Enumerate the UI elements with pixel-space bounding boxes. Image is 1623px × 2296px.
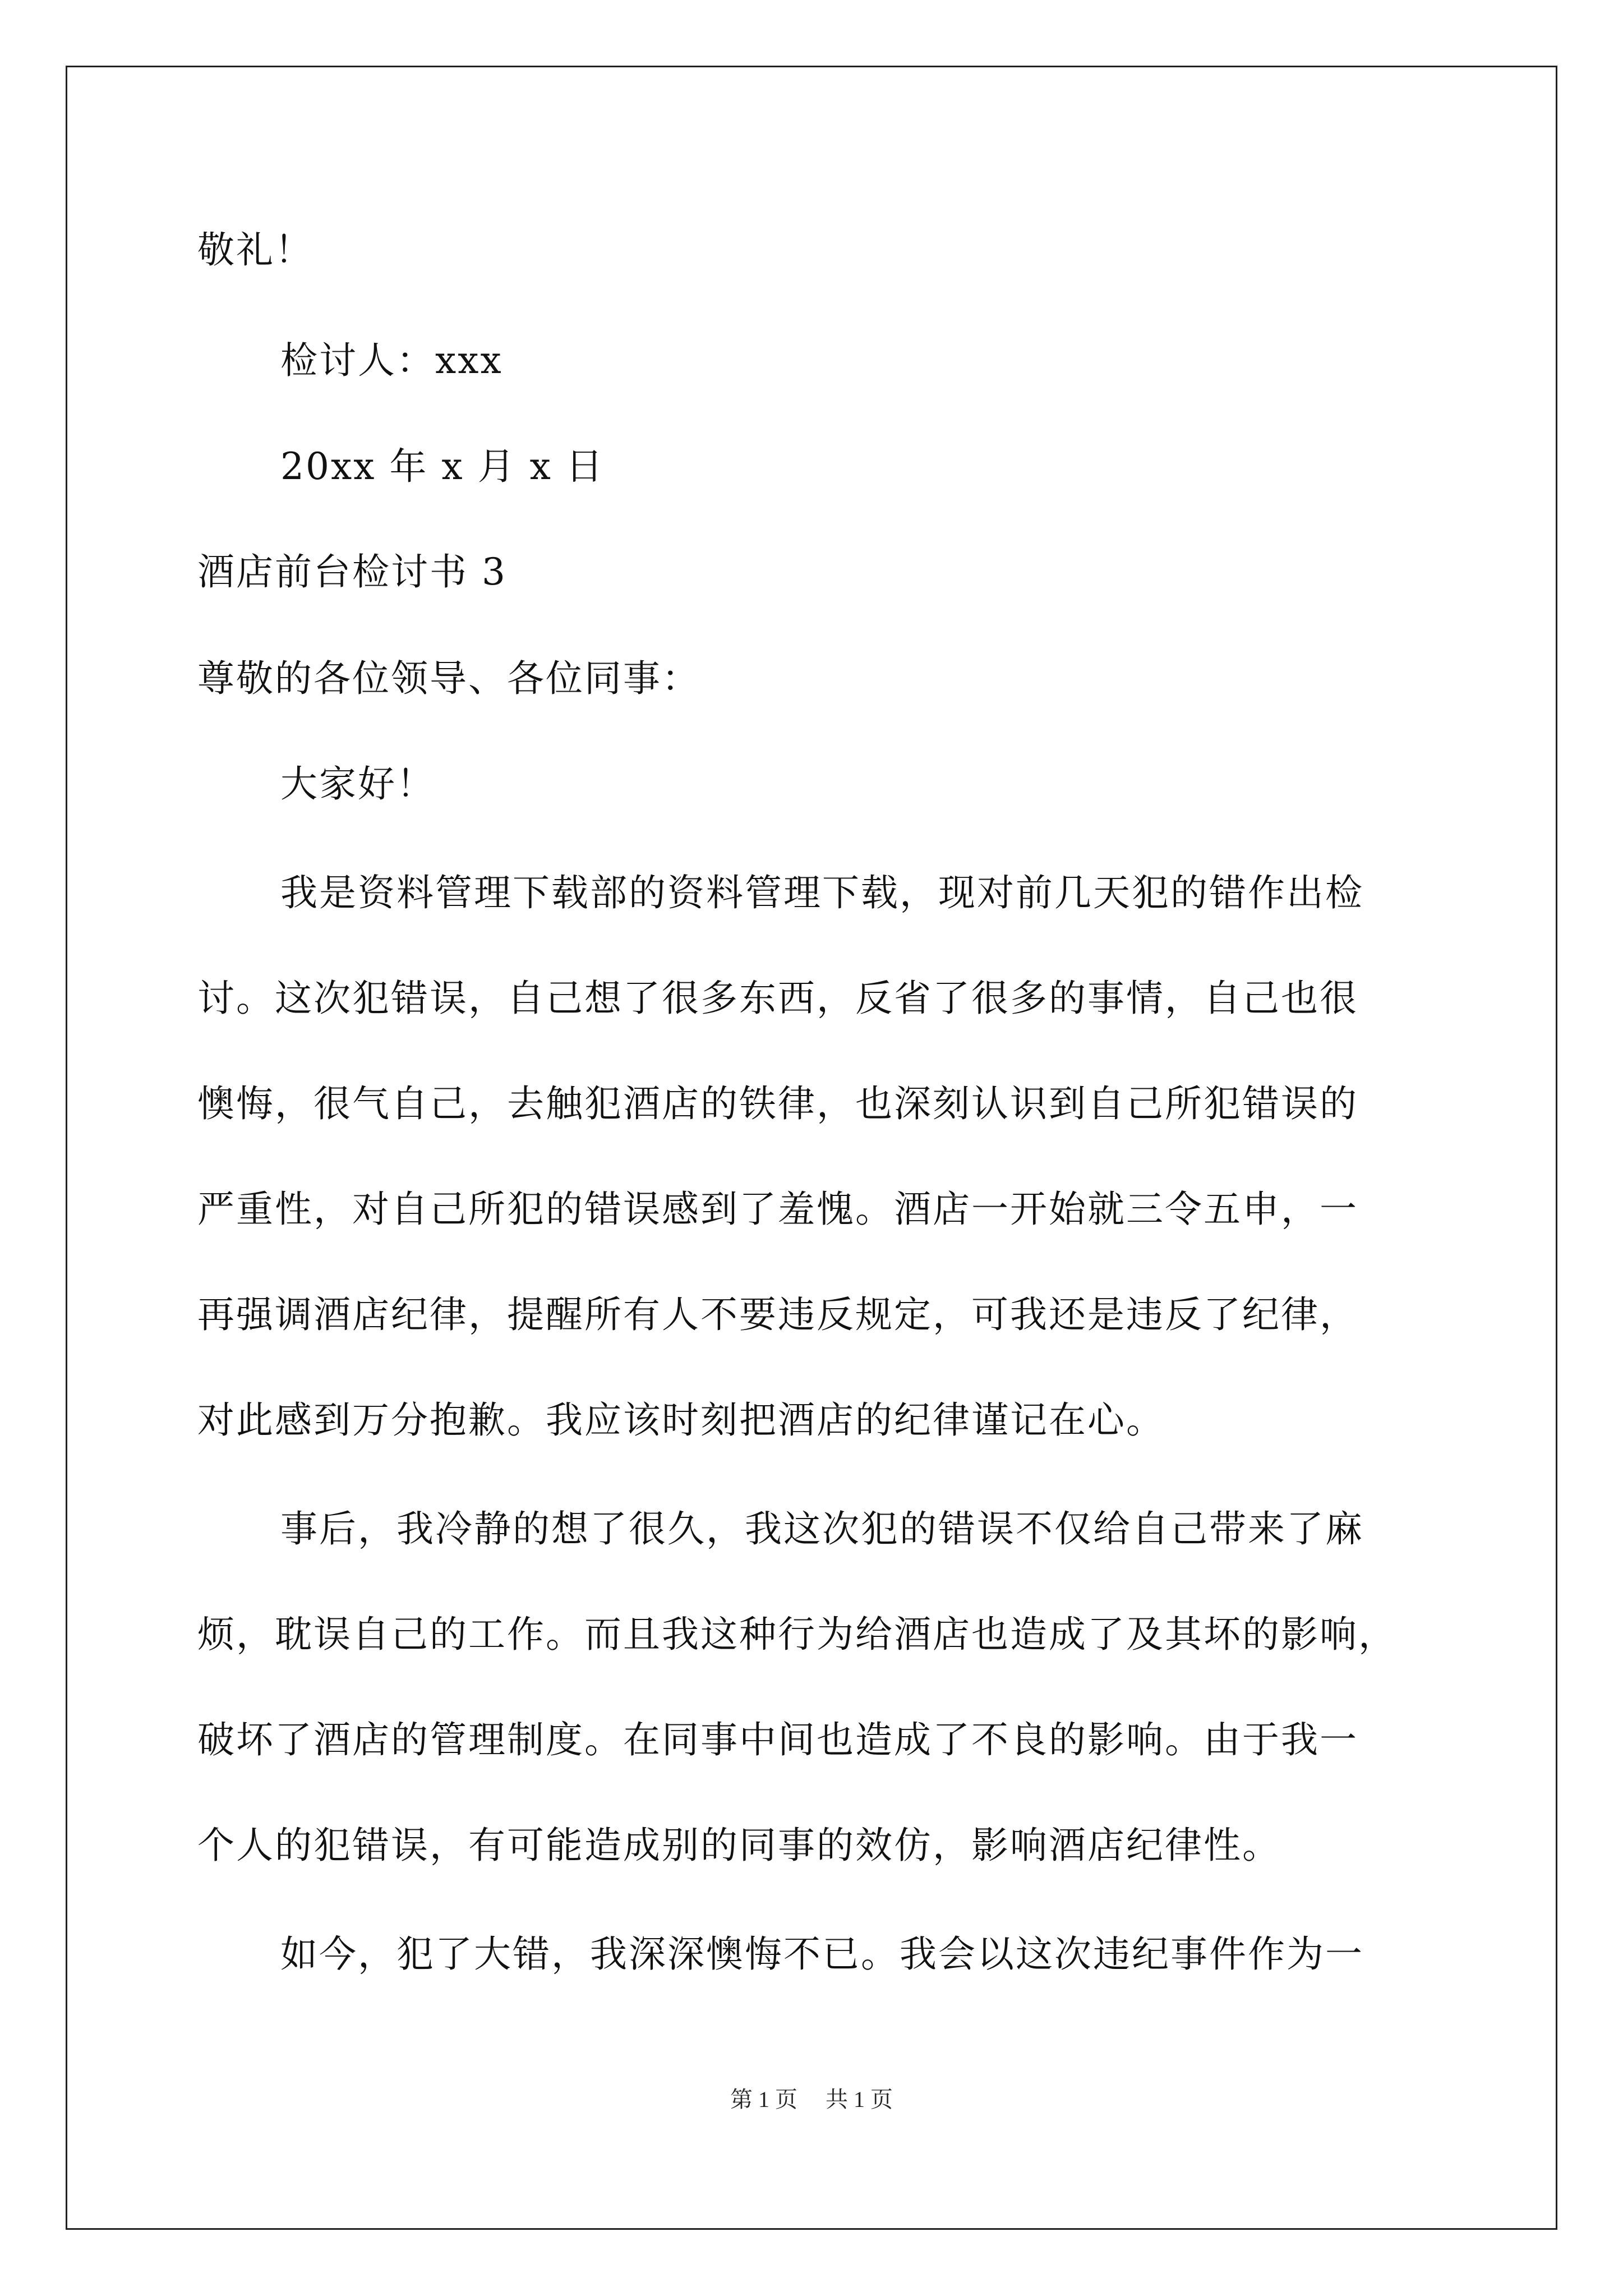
- paragraph-2-line: 烦，耽误自己的工作。而且我这种行为给酒店也造成了及其坏的影响，: [197, 1613, 1397, 1656]
- paragraph-1-line: 严重性，对自己所犯的错误感到了羞愧。酒店一开始就三令五申，一: [197, 1188, 1358, 1231]
- paragraph-2-line: 个人的犯错误，有可能造成别的同事的效仿，影响酒店纪律性。: [197, 1824, 1281, 1867]
- paragraph-1-line: 对此感到万分抱歉。我应该时刻把酒店的纪律谨记在心。: [197, 1398, 1165, 1442]
- closing-salutation: 敬礼！: [197, 228, 313, 272]
- page-number: 第 1 页: [730, 2087, 797, 2112]
- paragraph-3-line: 如今，犯了大错，我深深懊悔不已。我会以这次违纪事件作为一: [280, 1932, 1364, 1976]
- paragraph-2-line: 事后，我冷静的想了很久，我这次犯的错误不仅给自己带来了麻: [280, 1507, 1364, 1550]
- paragraph-1-line: 懊悔，很气自己，去触犯酒店的铁律，也深刻认识到自己所犯错误的: [197, 1082, 1358, 1125]
- paragraph-1-line: 再强调酒店纪律，提醒所有人不要违反规定，可我还是违反了纪律，: [197, 1293, 1358, 1336]
- greeting-hello: 大家好！: [280, 762, 435, 806]
- paragraph-2-line: 破坏了酒店的管理制度。在同事中间也造成了不良的影响。由于我一: [197, 1718, 1358, 1761]
- paragraph-1-line: 讨。这次犯错误，自己想了很多东西，反省了很多的事情，自己也很: [197, 977, 1358, 1020]
- page-footer: [0, 2086, 1623, 2114]
- section-title: 酒店前台检讨书 3: [197, 550, 507, 593]
- date-line: 20xx 年 x 月 x 日: [280, 445, 605, 488]
- paragraph-1-line: 我是资料管理下载部的资料管理下载，现对前几天犯的错作出检: [280, 871, 1364, 914]
- page-total: 共 1 页: [826, 2087, 893, 2112]
- page-border: [66, 66, 1557, 2230]
- signer-line: 检讨人：xxx: [280, 339, 503, 382]
- greeting-line: 尊敬的各位领导、各位同事：: [197, 657, 700, 700]
